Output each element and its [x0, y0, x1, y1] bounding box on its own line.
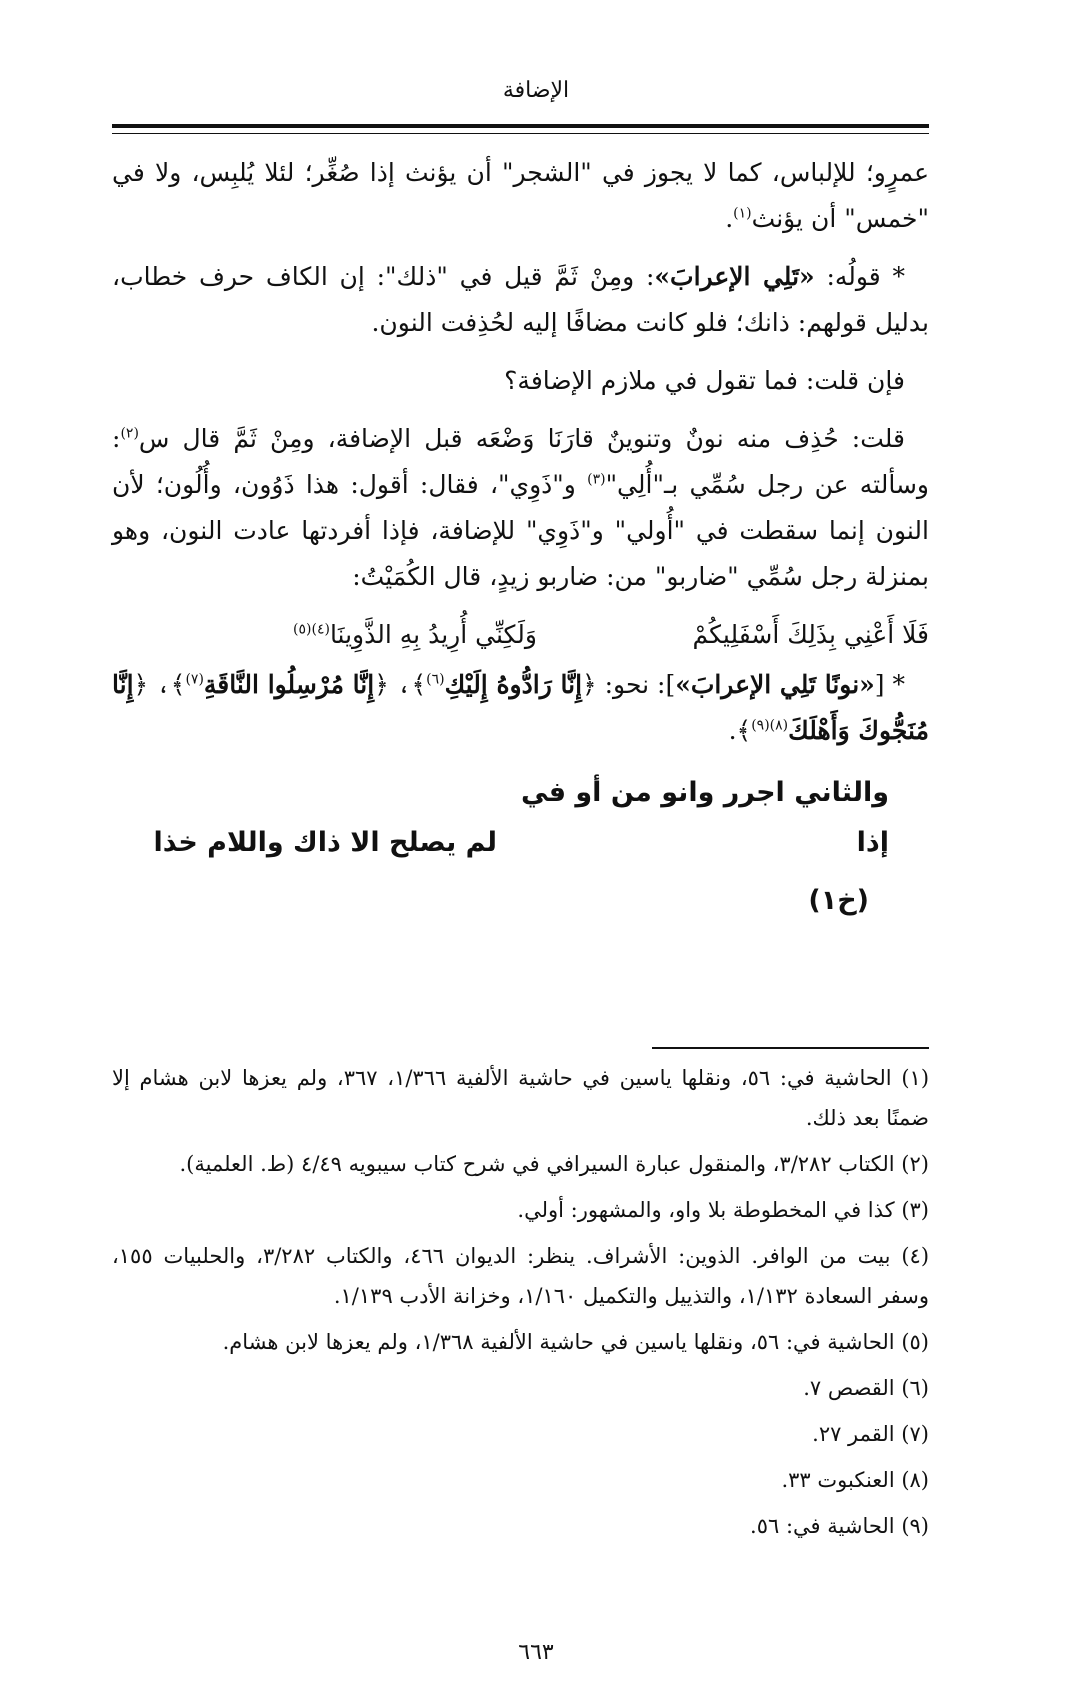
footnote-ref: (٧) [185, 671, 204, 688]
footnote-8: (٨) العنكبوت ٣٣. [781, 1468, 929, 1492]
page-number: ٦٦٣ [518, 1640, 554, 1665]
alfiyya-verse [112, 768, 929, 868]
alfiyya-tag: (خ١) [808, 885, 869, 916]
footnote-1: (١) الحاشية في: ٥٦، ونقلها ياسين في حاشية الألفية ١/٣٦٦، ٣٦٧، ولم يعزها لابن هشام إلا ضمنًا بعد ذلك. [112, 1066, 930, 1130]
paragraph-2: * قولُه: «تَلِي الإعرابَ»: ومِنْ ثَمَّ قيل في "ذلك": إن الكاف حرف خطاب، بدليل قولهم: ذانك؛ فلو كانت مضافًا إليه لحُذِفت النون. [112, 262, 929, 337]
footnote-3: (٣) كذا في المخطوطة بلا واو، والمشهور: أولي. [517, 1198, 929, 1222]
quran-quote: إِنَّا مُنَجُّوكَ وَأَهْلَكَ [112, 670, 929, 745]
paragraph-3: فإن قلت: فما تقول في ملازم الإضافة؟ [504, 366, 905, 395]
alfiyya-hemistich-1: والثاني اجرر وانو من أو في إذا [521, 777, 889, 858]
quran-quote: إِنَّا رَادُّوهُ إِلَيْكِ [444, 670, 583, 699]
footnotes [112, 1058, 929, 1552]
verse-hemistich-2: وَلَكِنِّي أُرِيدُ بِهِ الذَّوِينَا$^{(٤)(٥)}$ [293, 620, 537, 649]
poetry-verse [112, 612, 929, 658]
lemma: «نونًا تَلِي الإعرابَ» [675, 670, 875, 699]
footnote-4: (٤) بيت من الوافر. الذوين: الأشراف. ينظر: الديوان ٤٦٦، والكتاب ٣/٢٨٢، والحلبيات ١٥٥، وسفر السعادة ١/١٣٢، والتذييل والتكميل ١/١٦٠، وخزانة الأدب ١/١٣٩. [112, 1244, 930, 1308]
quran-quote: إِنَّا مُرْسِلُوا النَّاقَةِ [203, 670, 375, 699]
verse-hemistich-1: فَلَا أَعْنِي بِذَلِكَ أَسْفَلِيكُمْ [692, 620, 929, 649]
footnote-ref: (٦) [426, 671, 445, 688]
footnote-6: (٦) القصص ٧. [803, 1376, 929, 1400]
paragraph-4: قلت: حُذِف منه نونٌ وتنوينٌ قارَنَا وَضْعَه قبل الإضافة، ومِنْ ثَمَّ قال س$^{(٢)}$: وسألته عن رجل سُمِّي بـ"أُلِي"$^{(٣)}$ و"ذَوِي"، فقال: أقول: هذا ذَوُون، وأُلُون؛ لأن النون إنما سقطت في "أُولي" و"ذَوِي" للإضافة، فإذا أفردتها عادت النون، وهو بمنزلة رجل سُمِّي "ضاربو" من: ضاربو زيدٍ، قال الكُمَيْتُ: [112, 424, 929, 591]
footnote-2: (٢) الكتاب ٣/٢٨٢، والمنقول عبارة السيرافي في شرح كتاب سيبويه ٤/٤٩ (ط. العلمية). [179, 1152, 929, 1176]
footnote-ref: (٢) [120, 425, 139, 442]
footnote-ref: (١) [733, 205, 752, 222]
footnote-rule [652, 1047, 929, 1049]
lemma: «تَلِي الإعرابَ» [654, 262, 815, 291]
footnote-ref: (٨)(٩) [751, 717, 789, 734]
footnote-9: (٩) الحاشية في: ٥٦. [750, 1514, 929, 1538]
header-rule-thin [112, 133, 929, 134]
paragraph-1: عمرٍو؛ للإلباس، كما لا يجوز في "الشجر" أن يؤنث إذا صُغِّر؛ لئلا يُلبِس، ولا في "خمس" أن يؤنث$^{(١)}$. [112, 158, 929, 233]
footnote-5: (٥) الحاشية في: ٥٦، ونقلها ياسين في حاشية الألفية ١/٣٦٨، ولم يعزها لابن هشام. [222, 1330, 929, 1354]
footnote-7: (٧) القمر ٢٧. [812, 1422, 929, 1446]
main-text [112, 150, 929, 926]
paragraph-5: * [«نونًا تَلِي الإعرابَ»]: نحو: ﴿إِنَّا رَادُّوهُ إِلَيْكِ$^{(٦)}$﴾، ﴿إِنَّا مُرْسِلُوا النَّاقَةِ$^{(٧)}$﴾، ﴿إِنَّا مُنَجُّوكَ وَأَهْلَكَ$^{(٨)(٩)}$﴾. [112, 670, 929, 745]
alfiyya-hemistich-2: لم يصلح الا ذاك واللام خذا [153, 827, 497, 858]
header-rule-thick [112, 124, 929, 128]
running-header: الإضافة [502, 78, 570, 103]
footnote-ref: (٤)(٥) [293, 621, 330, 638]
footnote-ref: (٣) [587, 471, 606, 488]
